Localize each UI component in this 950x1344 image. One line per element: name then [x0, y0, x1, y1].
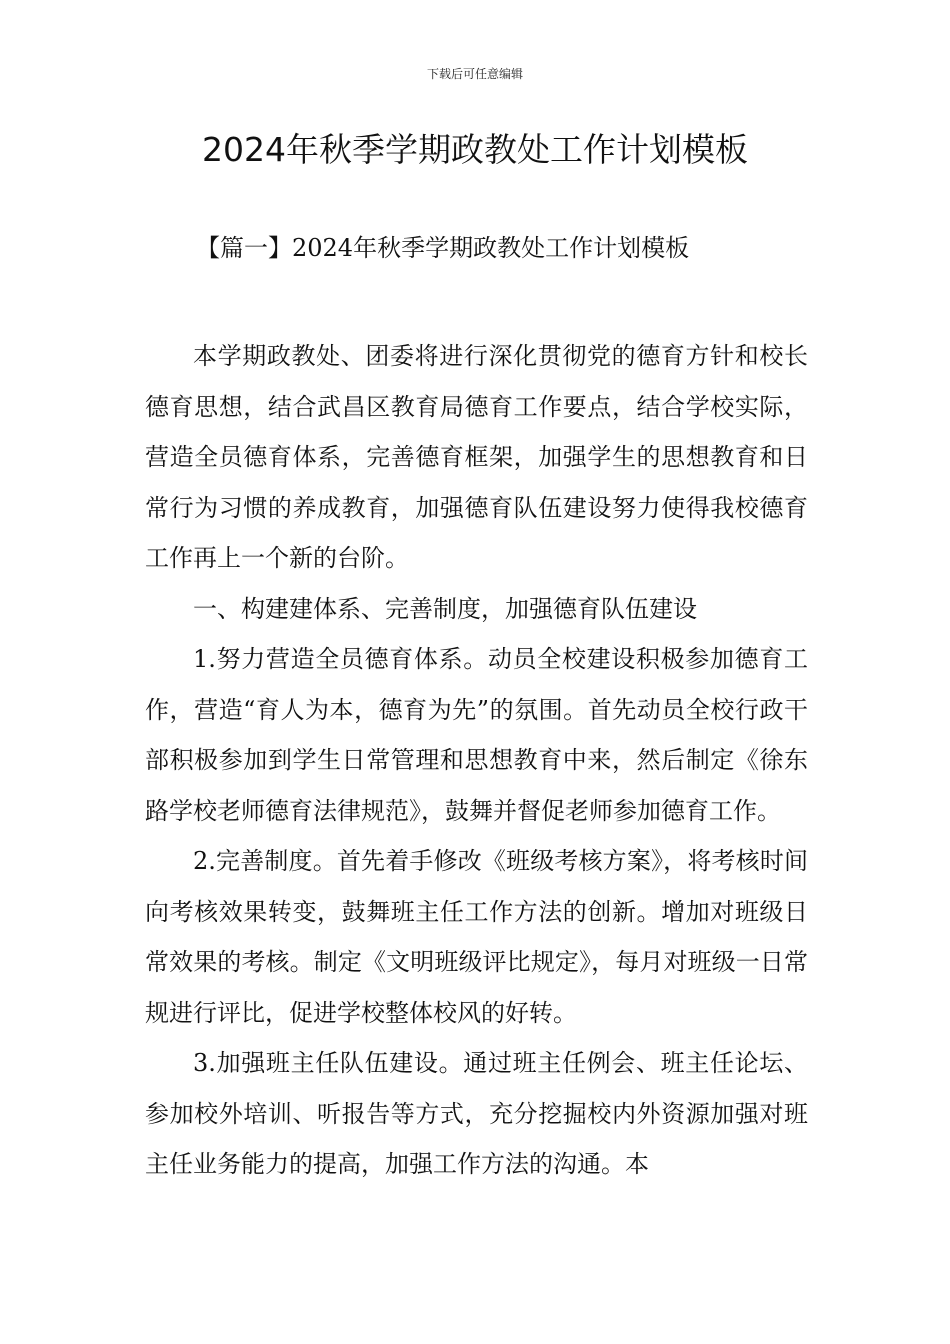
section-heading: 【篇一】2024年秋季学期政教处工作计划模板	[196, 234, 690, 262]
paragraph-item-3: 3.加强班主任队伍建设。通过班主任例会、班主任论坛、参加校外培训、听报告等方式，充分挖掘校内外资源加强对班主任业务能力的提高，加强工作方法的沟通。本	[145, 1049, 808, 1178]
document-body	[145, 331, 808, 1190]
page-header-note: 下载后可任意编辑	[426, 67, 523, 81]
paragraph-heading-one: 一、构建建体系、完善制度，加强德育队伍建设	[193, 594, 697, 623]
document-title: 2024年秋季学期政教处工作计划模板	[202, 130, 748, 169]
paragraph-item-1: 1.努力营造全员德育体系。动员全校建设积极参加德育工作，营造“育人为本，德育为先”的氛围。首先动员全校行政干部积极参加到学生日常管理和思想教育中来，然后制定《徐东路学校老师德育法律规范》，鼓舞并督促老师参加德育工作。	[145, 645, 808, 825]
paragraph-intro: 本学期政教处、团委将进行深化贯彻党的德育方针和校长德育思想，结合武昌区教育局德育工作要点，结合学校实际，营造全员德育体系，完善德育框架，加强学生的思想教育和日常行为习惯的养成教育，加强德育队伍建设努力使得我校德育工作再上一个新的台阶。	[145, 342, 808, 572]
paragraph-item-2: 2.完善制度。首先着手修改《班级考核方案》，将考核时间向考核效果转变，鼓舞班主任工作方法的创新。增加对班级日常效果的考核。制定《文明班级评比规定》，每月对班级一日常规进行评比，促进学校整体校风的好转。	[145, 847, 808, 1027]
